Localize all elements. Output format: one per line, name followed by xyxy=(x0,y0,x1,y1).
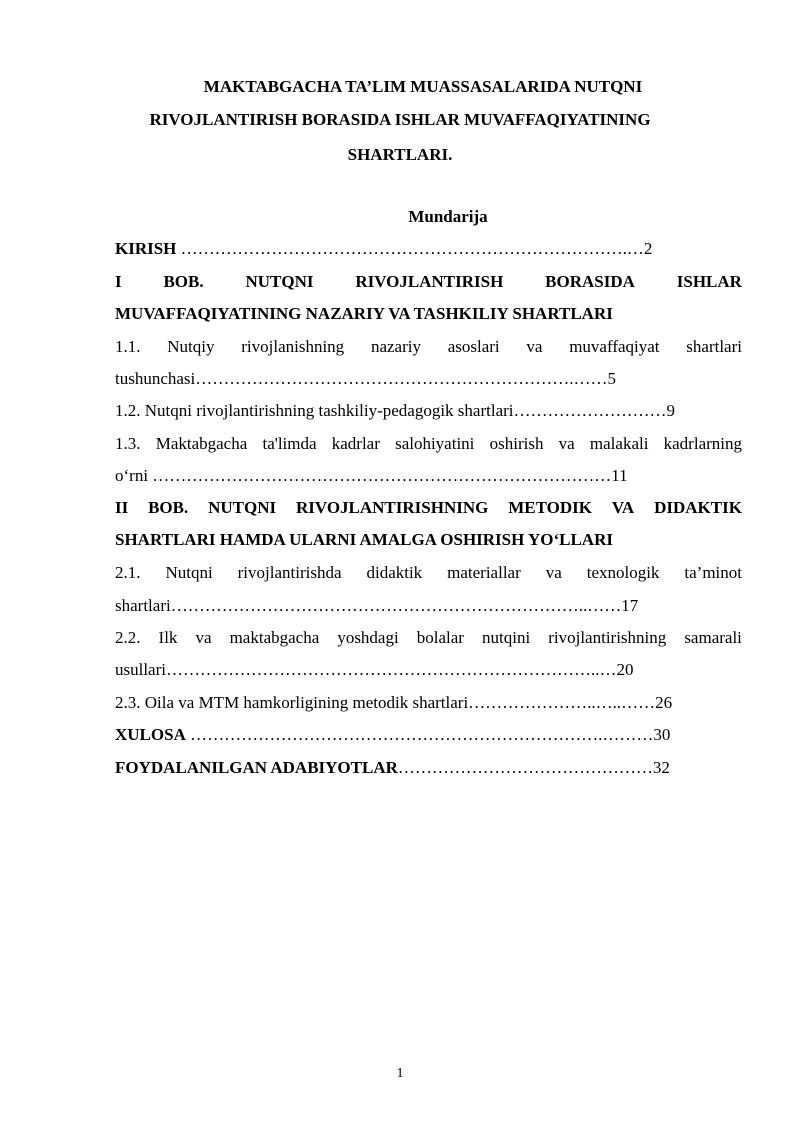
toc-entry-kirish-leader: …………………………………………………………………….…2 xyxy=(176,239,653,258)
toc-word: RIVOJLANTIRISH xyxy=(355,272,504,291)
toc-word: VA xyxy=(611,498,635,517)
toc-word: kadrlarning xyxy=(663,434,742,453)
toc-entry-bob2-line1[interactable] xyxy=(115,498,742,518)
toc-entry-xulosa[interactable] xyxy=(115,725,742,745)
toc-word: kadrlar xyxy=(331,434,380,453)
toc-word: ta’minot xyxy=(684,563,742,582)
toc-entry-1-1-line1[interactable] xyxy=(115,337,742,357)
toc-word: maktabgacha xyxy=(229,628,320,647)
toc-word: NUTQNI xyxy=(208,498,277,517)
toc-word: va xyxy=(526,337,543,356)
toc-word: BOB. xyxy=(148,498,189,517)
toc-word: Nutqni xyxy=(165,563,213,582)
toc-word: didaktik xyxy=(366,563,423,582)
toc-entry-2-3[interactable]: 2.3. Oila va MTM hamkorligining metodik shartlari…………………..…..……26 xyxy=(115,693,673,712)
toc-word: ISHLAR xyxy=(676,272,742,291)
toc-word: Ilk xyxy=(158,628,178,647)
toc-word: salohiyatini xyxy=(395,434,475,453)
toc-word: yoshdagi xyxy=(337,628,399,647)
toc-entry-kirish[interactable] xyxy=(115,239,742,259)
toc-word: rivojlanishning xyxy=(241,337,345,356)
toc-word: nazariy xyxy=(370,337,421,356)
toc-entry-bob1-line1[interactable] xyxy=(115,272,742,292)
toc-word: samarali xyxy=(684,628,742,647)
toc-word: 2.2. xyxy=(115,628,141,647)
toc-word: Nutqiy xyxy=(167,337,215,356)
toc-entry-1-3-line1[interactable] xyxy=(115,434,742,454)
toc-entry-1-1-line2[interactable]: tushunchasi………………………………………………………….……5 xyxy=(115,369,617,388)
toc-word: bolalar xyxy=(416,628,464,647)
toc-word: I xyxy=(115,272,122,291)
toc-word: nutqini xyxy=(482,628,531,647)
toc-word: va xyxy=(195,628,212,647)
toc-entry-bob1-line2[interactable]: MUVAFFAQIYATINING NAZARIY VA TASHKILIY SHARTLARI xyxy=(115,304,613,323)
toc-word: shartlari xyxy=(686,337,742,356)
toc-word: RIVOJLANTIRISHNING xyxy=(295,498,489,517)
toc-entry-bob2-line2[interactable]: SHARTLARI HAMDA ULARNI AMALGA OSHIRISH YO‘LLARI xyxy=(115,530,613,549)
toc-word: va xyxy=(558,434,575,453)
toc-entry-adabiyotlar-label: FOYDALANILGAN ADABIYOTLAR xyxy=(115,758,398,777)
toc-entry-adabiyotlar-leader: ………………………………………32 xyxy=(397,758,670,777)
toc-word: Maktabgacha xyxy=(155,434,248,453)
toc-entry-adabiyotlar[interactable] xyxy=(115,758,742,778)
toc-word: malakali xyxy=(589,434,649,453)
toc-entry-2-2-line1[interactable] xyxy=(115,628,742,648)
toc-entry-2-2-line2[interactable]: usullari…………………………………………………………………..…20 xyxy=(115,660,634,679)
toc-word: 1.1. xyxy=(115,337,141,356)
toc-entry-2-1-line2[interactable]: shartlari………………………………………………………………..……17 xyxy=(115,596,639,615)
toc-word: BORASIDA xyxy=(545,272,635,291)
title-line-1: MAKTABGACHA TA’LIM MUASSASALARIDA NUTQNI xyxy=(203,77,643,96)
toc-word: 2.1. xyxy=(115,563,141,582)
toc-word: II xyxy=(115,498,129,517)
toc-word: texnologik xyxy=(586,563,660,582)
toc-word: asoslari xyxy=(447,337,500,356)
toc-word: 1.3. xyxy=(115,434,141,453)
toc-word: muvaffaqiyat xyxy=(569,337,660,356)
toc-word: ta'limda xyxy=(262,434,317,453)
toc-entry-kirish-label: KIRISH xyxy=(115,239,177,258)
toc-word: va xyxy=(545,563,562,582)
toc-entry-1-2[interactable]: 1.2. Nutqni rivojlantirishning tashkiliy-pedagogik shartlari………………………9 xyxy=(115,401,675,420)
title-line-3: SHARTLARI. xyxy=(347,145,453,164)
page-number: 1 xyxy=(396,1066,404,1081)
toc-entry-2-1-line1[interactable] xyxy=(115,563,742,583)
title-line-2: RIVOJLANTIRISH BORASIDA ISHLAR MUVAFFAQIYATINING xyxy=(149,110,651,129)
toc-entry-1-3-line2[interactable]: o‘rni ………………………………………………………………………11 xyxy=(115,466,628,485)
toc-word: BOB. xyxy=(163,272,204,291)
toc-word: DIDAKTIK xyxy=(654,498,742,517)
toc-word: oshirish xyxy=(489,434,544,453)
toc-entry-xulosa-leader: ……………………………………………………………….………30 xyxy=(185,725,671,744)
toc-entry-xulosa-label: XULOSA xyxy=(115,725,186,744)
toc-heading: Mundarija xyxy=(408,207,488,226)
toc-word: rivojlantirishda xyxy=(237,563,342,582)
toc-word: NUTQNI xyxy=(245,272,314,291)
toc-word: materiallar xyxy=(447,563,521,582)
toc-word: rivojlantirishning xyxy=(548,628,667,647)
toc-word: METODIK xyxy=(508,498,592,517)
